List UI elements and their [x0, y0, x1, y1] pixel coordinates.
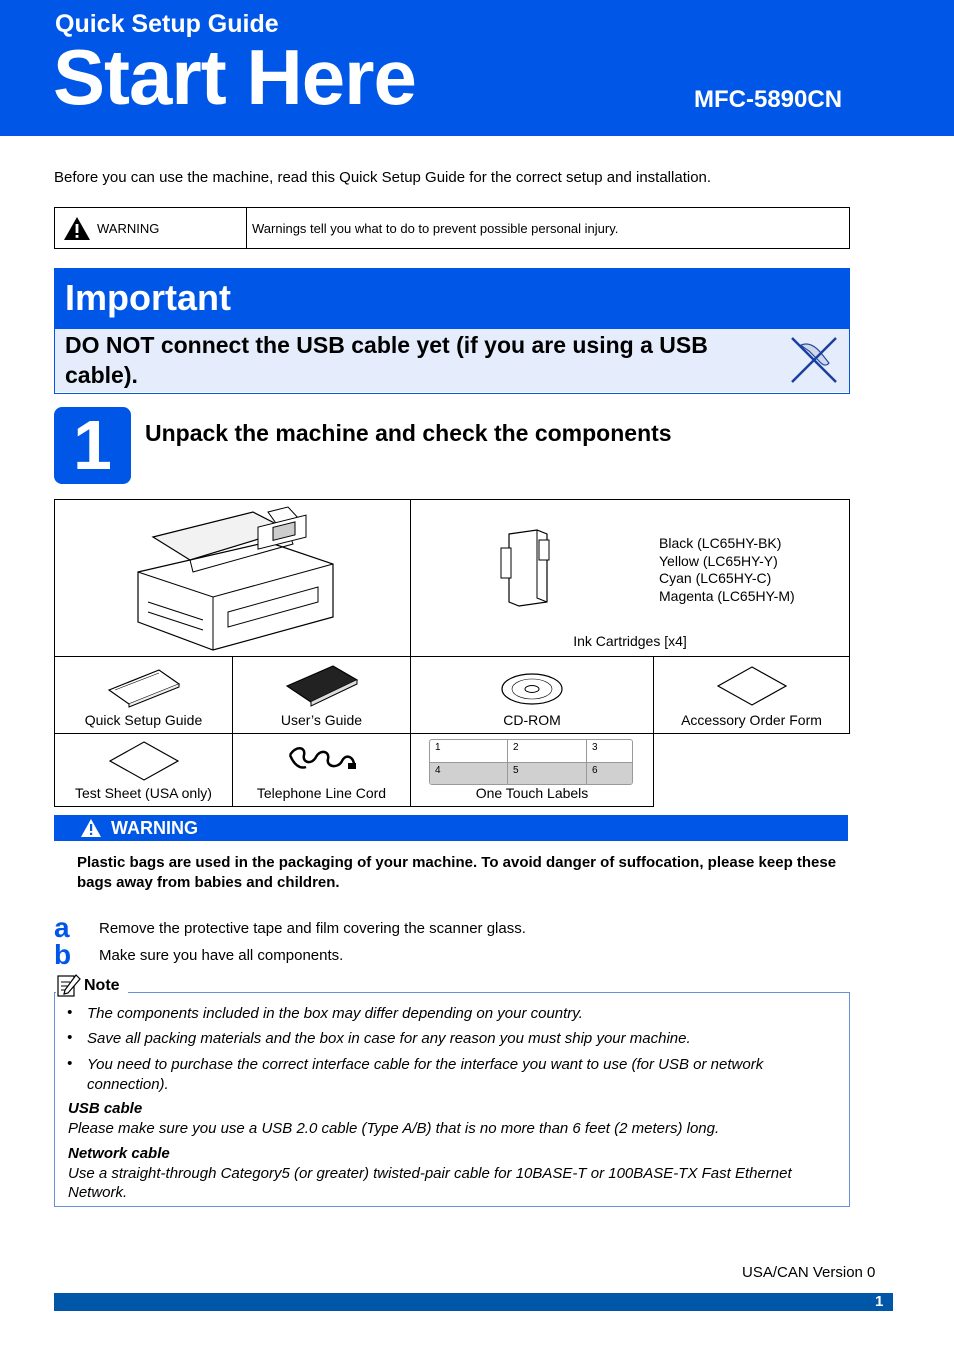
telephone-line-cord-cell [233, 734, 411, 806]
warning-legend-label: WARNING [97, 220, 160, 236]
one-touch-label-2: 2 [508, 740, 587, 762]
components-table [54, 499, 850, 807]
ink-color-yellow: Yellow (LC65HY-Y) [659, 552, 778, 569]
guide-subtitle: Quick Setup Guide [55, 10, 279, 38]
step-number-badge: 1 [54, 407, 131, 484]
row3-left-wrapper [55, 734, 411, 807]
important-body [55, 329, 849, 392]
warning-bar-label: WARNING [111, 818, 198, 838]
bullet: • [67, 1029, 73, 1046]
telephone-cord-icon [286, 743, 358, 779]
usb-cable-heading: USB cable [68, 1100, 143, 1117]
empty-cell [654, 734, 850, 807]
note-header [56, 973, 128, 999]
warning-legend-label-cell [55, 208, 247, 248]
one-touch-labels-label: One Touch Labels [475, 785, 589, 801]
step-b-letter: b [54, 939, 72, 970]
note-title: Note [84, 977, 120, 994]
warning-legend-text: Warnings tell you what to do to prevent possible personal injury. [252, 220, 619, 236]
warning-text: Plastic bags are used in the packaging of your machine. To avoid danger of suffocation, please keep these bags away from babies and children. [77, 854, 837, 891]
important-heading: Important [55, 269, 849, 329]
note-bullet-3: You need to purchase the correct interface cable for the interface you want to use (for USB or network connection). [87, 1056, 764, 1093]
model-name: MFC-5890CN [694, 86, 843, 113]
page-number: 1 [875, 1293, 884, 1310]
version-label: USA/CAN Version 0 [742, 1264, 876, 1281]
one-touch-label-5: 5 [508, 763, 587, 785]
test-sheet-cell [55, 734, 233, 806]
one-touch-label-3: 3 [592, 742, 598, 753]
network-cable-text: Use a straight-through Category5 (or greater) twisted-pair cable for 10BASE-T or 100BASE-TX Fast Ethernet Network. [68, 1165, 792, 1201]
users-guide-label: User’s Guide [280, 712, 363, 728]
note-bullet-1: The components included in the box may differ depending on your country. [87, 1005, 583, 1022]
ink-color-cyan: Cyan (LC65HY-C) [659, 570, 772, 586]
accessory-order-form-cell [654, 657, 850, 734]
row2-left-wrapper [55, 657, 411, 734]
note-pencil-icon [56, 973, 82, 999]
warning-triangle-icon [80, 818, 102, 838]
bullet: • [67, 1004, 73, 1021]
machine-cell [55, 500, 411, 657]
usb-cable-text: Please make sure you use a USB 2.0 cable (Type A/B) that is no more than 6 feet (2 meters) long. [68, 1120, 720, 1137]
warning-triangle-icon [63, 216, 91, 241]
note-box [54, 992, 850, 1207]
network-cable-heading: Network cable [68, 1145, 170, 1162]
footer-bar [54, 1293, 893, 1311]
one-touch-label-4: 4 [430, 763, 508, 785]
ink-color-magenta: Magenta (LC65HY-M) [659, 587, 795, 604]
cd-rom-label: CD-ROM [503, 712, 561, 728]
important-box [54, 268, 850, 394]
one-touch-labels-sheet [429, 739, 633, 785]
one-touch-label-6: 6 [592, 765, 598, 776]
ink-color-black: Black (LC65HY-BK) [659, 535, 782, 551]
ink-cartridges-label: Ink Cartridges [x4] [573, 633, 687, 649]
ink-cartridges-cell [411, 500, 850, 657]
test-sheet-icon [109, 741, 179, 781]
manual-icon [285, 664, 359, 708]
one-touch-labels-cell [411, 734, 654, 807]
bullet: • [67, 1055, 73, 1072]
one-touch-label-1: 1 [430, 740, 508, 762]
page-title: Start Here [53, 33, 416, 121]
printer-illustration [118, 502, 348, 652]
step-title: Unpack the machine and check the components [145, 420, 672, 446]
note-bullet-2: Save all packing materials and the box in case for any reason you must ship your machine. [87, 1030, 691, 1047]
cd-rom-icon [500, 672, 564, 706]
form-sheet-icon [717, 666, 787, 706]
test-sheet-label: Test Sheet (USA only) [75, 785, 212, 801]
booklet-icon [107, 668, 181, 708]
quick-setup-guide-cell [55, 657, 233, 733]
step-b-text: Make sure you have all components. [99, 947, 344, 964]
warning-legend-table [54, 207, 850, 249]
ink-cartridge-icon [497, 528, 563, 608]
cd-rom-cell [411, 657, 654, 734]
users-guide-cell [233, 657, 411, 733]
accessory-order-form-label: Accessory Order Form [681, 712, 822, 728]
intro-text: Before you can use the machine, read this Quick Setup Guide for the correct setup and installation. [54, 169, 712, 186]
quick-setup-guide-label: Quick Setup Guide [84, 712, 203, 728]
telephone-line-cord-label: Telephone Line Cord [256, 785, 387, 801]
step-a-text: Remove the protective tape and film covering the scanner glass. [99, 920, 526, 937]
warning-bar [54, 815, 848, 841]
step-a-letter: a [54, 912, 70, 943]
no-usb-icon [789, 335, 839, 385]
header-banner [0, 0, 954, 136]
important-text: DO NOT connect the USB cable yet (if you are using a USB cable). [65, 332, 708, 388]
ink-cartridge-colors [659, 535, 795, 605]
